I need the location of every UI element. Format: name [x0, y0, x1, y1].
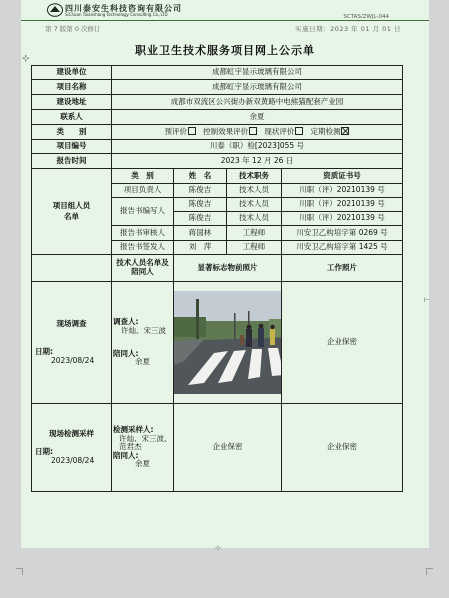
- site-sampling-staff-cell: [112, 404, 174, 492]
- table-add-row-icon[interactable]: ⊹: [215, 544, 221, 552]
- staff-name: 陈俊吉: [174, 184, 227, 198]
- staff-name: 陈俊吉: [174, 198, 227, 212]
- survey-header-photo: 显著标志物前照片: [174, 255, 282, 282]
- site-survey-label: 现场调查: [56, 318, 87, 328]
- staff-role: 项目负责人: [112, 184, 174, 198]
- staff-name: 蒋国林: [174, 226, 227, 241]
- staff-header-role: 类 别: [112, 169, 174, 184]
- staff-cert: 川安卫乙构培字第 1425 号: [282, 241, 403, 255]
- label-address: 建设地址: [32, 95, 112, 110]
- escort-name: 余夏: [135, 357, 150, 367]
- staff-cert: 川安卫乙构培字第 0269 号: [282, 226, 403, 241]
- edition-text: 第 7 版第 0 次修订: [45, 25, 101, 33]
- document-page: [21, 0, 430, 552]
- escort-label: 陪同人:: [113, 348, 139, 358]
- site-sampling-date: 2023/08/24: [51, 455, 95, 465]
- table-move-handle-icon[interactable]: ⊹: [22, 54, 30, 64]
- table-resize-handle-icon[interactable]: ⊢: [423, 296, 430, 304]
- company-name: 四川泰安生科技咨询有限公司: [65, 4, 182, 13]
- value-project: 成都虹宇显示玻璃有限公司: [112, 80, 403, 95]
- row-address: [32, 95, 403, 110]
- staff-header-title: 技术职务: [227, 169, 282, 184]
- page-title: 职业卫生技术服务项目网上公示单: [135, 44, 315, 57]
- category-options: [112, 125, 403, 140]
- survey-header-work: 工作照片: [282, 255, 403, 282]
- staff-header-cert: 资质证书号: [282, 169, 403, 184]
- site-survey-staff-cell: [112, 282, 174, 404]
- header-divider: [21, 20, 429, 21]
- label-unit: 建设单位: [32, 66, 112, 80]
- label-staff: 项目组人员名单: [32, 169, 112, 255]
- investigator-label: 调查人:: [113, 317, 139, 327]
- staff-cert: 川职（评）20210139 号: [282, 184, 403, 198]
- staff-role: 报告书编写人: [112, 198, 174, 226]
- staff-header-name: 姓 名: [174, 169, 227, 184]
- value-number: 川泰（职）检[2023]055 号: [112, 140, 403, 154]
- row-report-time: [32, 154, 403, 169]
- row-number: [32, 140, 403, 154]
- page-corner-mark: [426, 568, 433, 575]
- site-survey-work-photo: 企业保密: [282, 282, 403, 404]
- staff-header-row: [32, 169, 403, 184]
- staff-name: 陈俊吉: [174, 212, 227, 226]
- staff-title: 工程师: [227, 241, 282, 255]
- page-corner-mark: [16, 568, 23, 575]
- option-pre-evaluation: 预评价: [165, 127, 197, 136]
- staff-role: 报告书签发人: [112, 241, 174, 255]
- row-project: [32, 80, 403, 95]
- label-report-time: 报告时间: [32, 154, 112, 169]
- company-logo-icon: [47, 3, 63, 17]
- escort-name: 余夏: [135, 459, 150, 469]
- checkbox-pre-evaluation[interactable]: [188, 127, 196, 135]
- checkbox-periodic-detection-checked[interactable]: [341, 127, 349, 135]
- checkbox-status-evaluation[interactable]: [295, 127, 303, 135]
- staff-cert: 川职（评）20210139 号: [282, 198, 403, 212]
- implementation-date: 实施日期：2023 年 01 月 01 日: [295, 25, 401, 33]
- value-unit: 成都虹宇显示玻璃有限公司: [112, 66, 403, 80]
- landmark-photo-cell: [174, 282, 282, 404]
- site-survey-date-label: 日期:: [35, 347, 53, 357]
- site-sampling-label: 现场检测采样: [49, 428, 94, 438]
- site-survey-label-cell: [32, 282, 112, 404]
- row-category: [32, 125, 403, 140]
- survey-header-staff: 技术人员名单及陪同人: [112, 255, 174, 282]
- disclosure-table: [31, 65, 403, 492]
- staff-role: 报告书审核人: [112, 226, 174, 241]
- sampler-names: 许灿、宋三波、范君杰: [119, 433, 172, 452]
- checkbox-control-evaluation[interactable]: [249, 127, 257, 135]
- site-sampling-work-photo: 企业保密: [282, 404, 403, 492]
- option-control-evaluation: 控制效果评价: [203, 127, 257, 136]
- staff-cert: 川职（评）20210139 号: [282, 212, 403, 226]
- sampler-label: 检测采样人:: [113, 424, 154, 434]
- staff-title: 技术人员: [227, 212, 282, 226]
- staff-name: 刘 萍: [174, 241, 227, 255]
- label-category: 类 别: [32, 125, 112, 140]
- site-sampling-row: [32, 404, 403, 492]
- label-contact: 联系人: [32, 110, 112, 125]
- company-name-en: SiChuan Taianshang Technology Consulting Co.,LTD: [65, 12, 168, 17]
- option-periodic-detection: 定期检测: [310, 127, 349, 136]
- survey-header-row: [32, 255, 403, 282]
- label-project: 项目名称: [32, 80, 112, 95]
- value-contact: 余夏: [112, 110, 403, 125]
- escort-label: 陪同人:: [113, 450, 139, 460]
- survey-header-blank: [32, 255, 112, 282]
- site-sampling-landmark-photo: 企业保密: [174, 404, 282, 492]
- staff-title: 工程师: [227, 226, 282, 241]
- value-address: 成都市双流区公兴街办新双黄路中电熊猫配套产业园: [112, 95, 403, 110]
- row-contact: [32, 110, 403, 125]
- staff-title: 技术人员: [227, 198, 282, 212]
- staff-title: 技术人员: [227, 184, 282, 198]
- site-survey-date: 2023/08/24: [51, 355, 95, 365]
- site-sampling-label-cell: [32, 404, 112, 492]
- row-unit: [32, 66, 403, 80]
- investigator-names: 许灿、宋三波: [121, 325, 166, 335]
- label-number: 项目编号: [32, 140, 112, 154]
- value-report-time: 2023 年 12 月 26 日: [112, 154, 403, 169]
- document-code: SCTAS/ZWJL-044: [343, 14, 389, 20]
- landmark-photo[interactable]: [174, 291, 282, 394]
- site-sampling-date-label: 日期:: [35, 447, 53, 457]
- option-status-evaluation: 现状评价: [264, 127, 303, 136]
- site-survey-row: [32, 282, 403, 404]
